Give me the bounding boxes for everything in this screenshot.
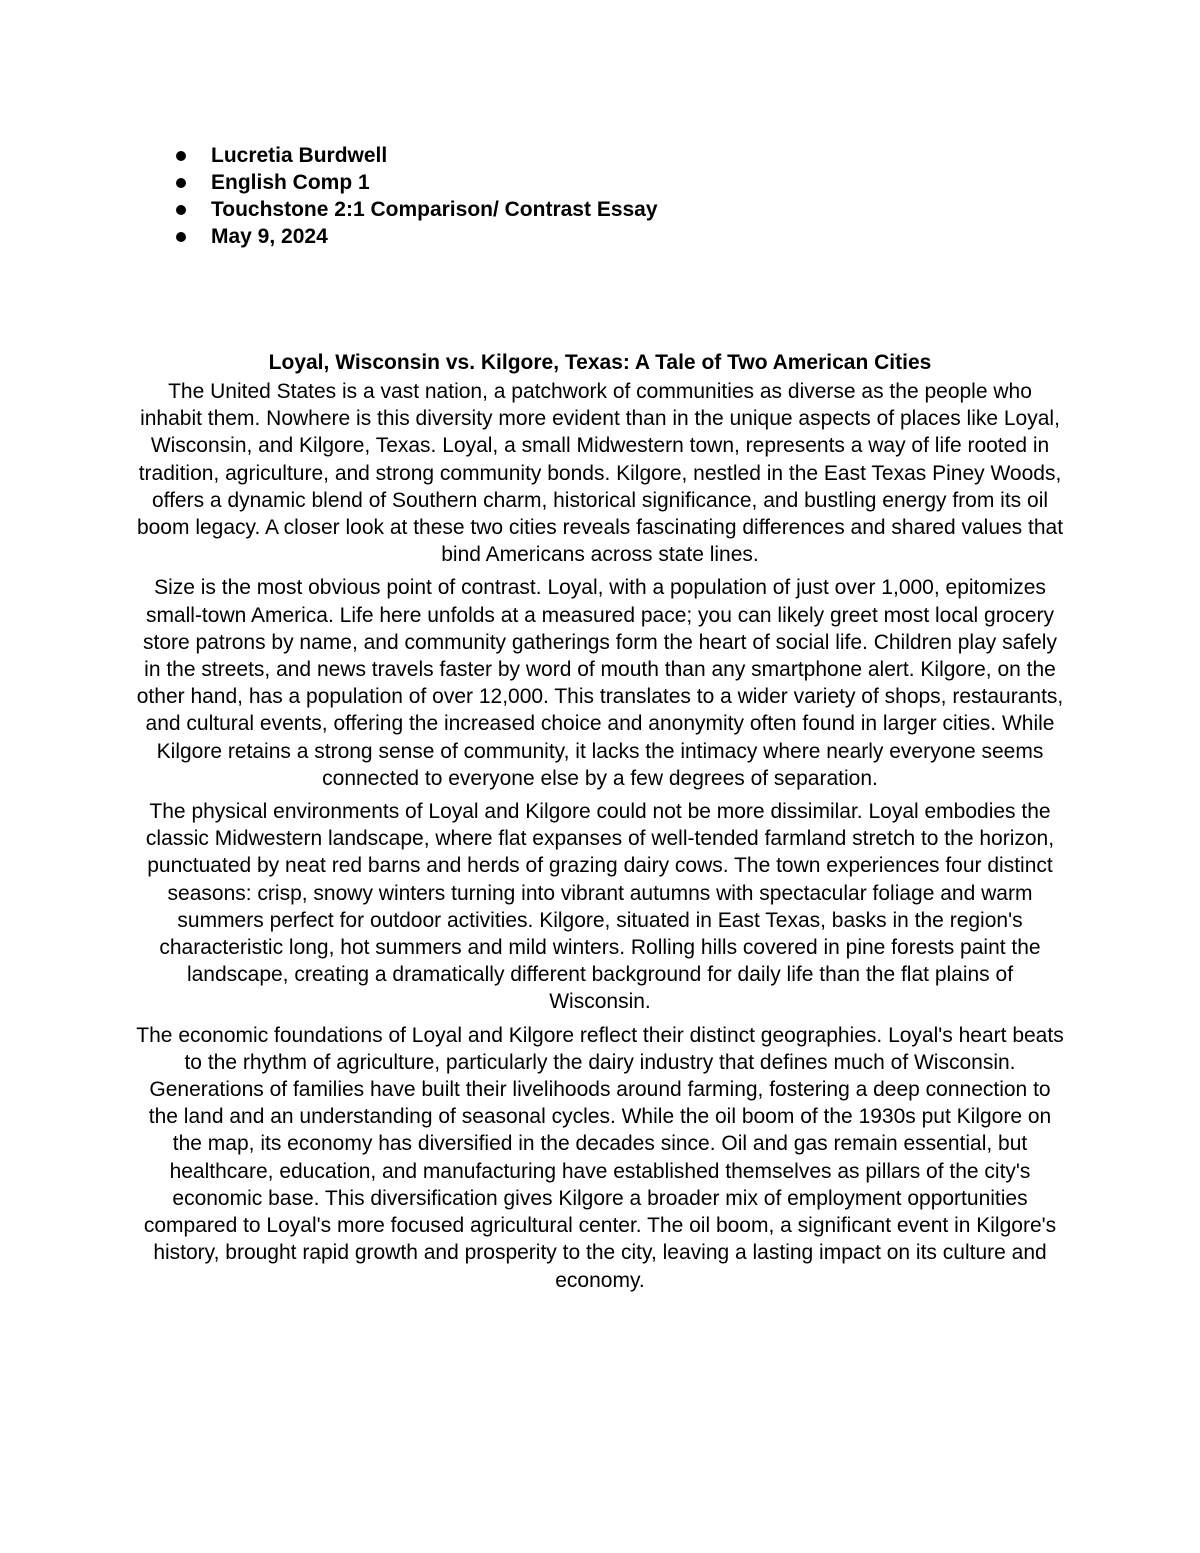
- bullet-icon: [176, 151, 186, 161]
- bullet-icon: [176, 178, 186, 188]
- author-name: Lucretia Burdwell: [211, 144, 388, 167]
- essay-title: Loyal, Wisconsin vs. Kilgore, Texas: A Tale of Two American Cities: [268, 351, 932, 374]
- header-info-list: [174, 142, 658, 250]
- course-name: English Comp 1: [211, 171, 370, 194]
- essay-body: [136, 348, 1064, 1300]
- assignment-name: Touchstone 2:1 Comparison/ Contrast Essay: [211, 198, 658, 221]
- header-item-assignment: [174, 196, 658, 223]
- header-item-course: [174, 169, 658, 196]
- essay-paragraph-intro: The United States is a vast nation, a patchwork of communities as diverse as the people who inhabit them. Nowhere is this diversity more evident than in the unique aspects of places like Loyal, Wisconsin, and Kilgore, Texas. Loyal, a small Midwestern town, represents a way of life rooted in tradition, agriculture, and strong community bonds. Kilgore, nestled in the East Texas Piney Woods, offers a dynamic blend of Southern charm, historical significance, and bustling energy from its oil boom legacy. A closer look at these two cities reveals fascinating differences and shared values that bind Americans across state lines.: [136, 380, 1064, 567]
- essay-date: May 9, 2024: [211, 225, 328, 248]
- header-item-date: [174, 223, 658, 250]
- essay-paragraph-economy: The economic foundations of Loyal and Kilgore reflect their distinct geographies. Loyal's heart beats to the rhythm of agriculture, particularly the dairy industry that defines much of Wisconsin. Generations of families have built their livelihoods around farming, fostering a deep connection to the land and an understanding of seasonal cycles. While the oil boom of the 1930s put Kilgore on the map, its economy has diversified in the decades since. Oil and gas remain essential, but healthcare, education, and manufacturing have established themselves as pillars of the city's economic base. This diversification gives Kilgore a broader mix of employment opportunities compared to Loyal's more focused agricultural center. The oil boom, a significant event in Kilgore's history, brought rapid growth and prosperity to the city, leaving a lasting impact on its culture and economy.: [136, 1023, 1064, 1292]
- bullet-icon: [176, 232, 186, 242]
- header-item-author: [174, 142, 658, 169]
- bullet-icon: [176, 205, 186, 215]
- essay-paragraph-size: Size is the most obvious point of contrast. Loyal, with a population of just over 1,000, epitomizes small-town America. Life here unfolds at a measured pace; you can likely greet most local grocery store patrons by name, and community gatherings form the heart of social life. Children play safely in the streets, and news travels faster by word of mouth than any smartphone alert. Kilgore, on the other hand, has a population of over 12,000. This translates to a wider variety of shops, restaurants, and cultural events, offering the increased choice and anonymity often found in larger cities. While Kilgore retains a strong sense of community, it lacks the intimacy where nearly everyone seems connected to everyone else by a few degrees of separation.: [136, 576, 1064, 790]
- essay-paragraph-environment: The physical environments of Loyal and Kilgore could not be more dissimilar. Loyal embodies the classic Midwestern landscape, where flat expanses of well-tended farmland stretch to the horizon, punctuated by neat red barns and herds of grazing dairy cows. The town experiences four distinct seasons: crisp, snowy winters turning into vibrant autumns with spectacular foliage and warm summers perfect for outdoor activities. Kilgore, situated in East Texas, basks in the region's characteristic long, hot summers and mild winters. Rolling hills covered in pine forests paint the landscape, creating a dramatically different background for daily life than the flat plains of Wisconsin.: [145, 800, 1055, 1014]
